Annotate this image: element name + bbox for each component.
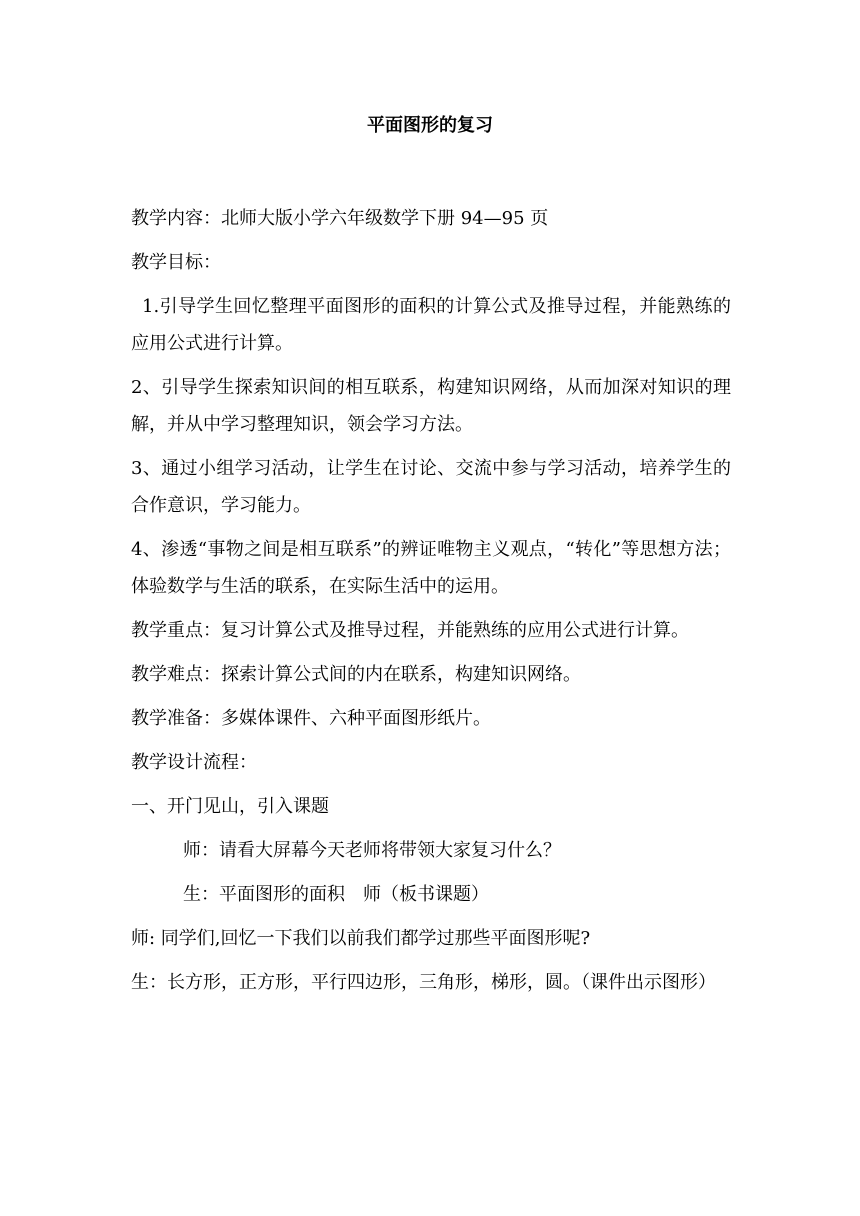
teaching-preparation: 教学准备：多媒体课件、六种平面图形纸片。 — [131, 708, 491, 729]
goal-2: 2、引导学生探索知识间的相互联系，构建知识网络，从而加深对知识的理解，并从中学习整理知识，领会学习方法。 — [131, 377, 731, 435]
teaching-key-points: 教学重点：复习计算公式及推导过程，并能熟练的应用公式进行计算。 — [131, 620, 689, 641]
dialogue-student-1: 生：平面图形的面积 师（板书课题） — [183, 884, 489, 905]
dialogue-teacher-1: 师：请看大屏幕今天老师将带领大家复习什么？ — [183, 840, 561, 861]
document-body — [131, 200, 731, 1008]
goal-4: 4、渗透“事物之间是相互联系”的辨证唯物主义观点，“转化”等思想方法；体验数学与生活的联系，在实际生活中的运用。 — [131, 539, 731, 597]
goal-1: 1.引导学生回忆整理平面图形的面积的计算公式及推导过程，并能熟练的应用公式进行计算。 — [131, 296, 731, 354]
teaching-difficulties: 教学难点：探索计算公式间的内在联系，构建知识网络。 — [131, 664, 581, 685]
dialogue-teacher-2: 师: 同学们,回忆一下我们以前我们都学过那些平面图形呢? — [131, 928, 591, 949]
teaching-content: 教学内容：北师大版小学六年级数学下册 94—95 页 — [131, 208, 549, 229]
document-title: 平面图形的复习 — [367, 115, 493, 136]
section-1-heading: 一、开门见山，引入课题 — [131, 796, 329, 817]
goal-3: 3、通过小组学习活动，让学生在讨论、交流中参与学习活动，培养学生的合作意识，学习能力。 — [131, 458, 731, 516]
teaching-flow-heading: 教学设计流程： — [131, 752, 257, 773]
teaching-goals-heading: 教学目标： — [131, 252, 221, 273]
dialogue-student-2: 生：长方形，正方形，平行四边形，三角形，梯形，圆。（课件出示图形） — [131, 972, 716, 993]
